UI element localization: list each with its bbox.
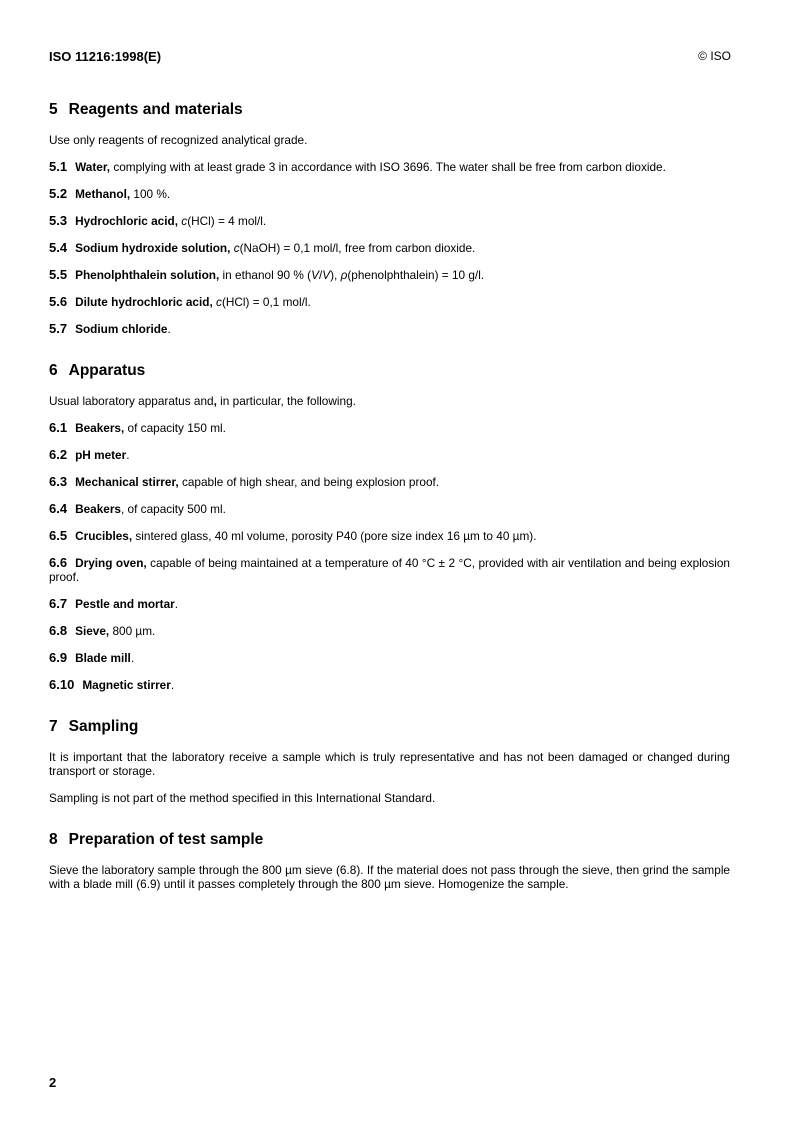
section-heading xyxy=(49,831,730,849)
paragraph: Sieve the laboratory sample through the 800 µm sieve (6.8). If the material does not pass through the sieve, then grind the sample with a blade mill (6.9) until it passes completely through the 800 µm sieve. Homogenize the sample. xyxy=(49,863,730,891)
section-heading xyxy=(49,362,730,380)
clause-text: . xyxy=(167,322,171,336)
clause-number: 6.2 xyxy=(49,447,68,462)
clause-6-7 xyxy=(49,597,730,611)
copyright-notice: © ISO xyxy=(698,49,731,63)
clause-text: . xyxy=(130,651,135,665)
section-number: 6 xyxy=(49,362,58,379)
clause-number: 5.6 xyxy=(49,294,68,309)
clause-6-10 xyxy=(49,678,730,692)
clause-text: of capacity 150 ml. xyxy=(124,421,226,435)
clause-6-1 xyxy=(49,421,730,435)
clause-number: 6.4 xyxy=(49,501,68,516)
clause-text: , of capacity 500 ml. xyxy=(121,502,226,516)
clause-text: capable of being maintained at a temperature of 40 °C ± 2 °C, provided with air ventilation and being explosion proof. xyxy=(49,556,730,584)
clause-6-4 xyxy=(49,502,730,516)
section-title: Apparatus xyxy=(68,362,146,379)
clause-text: 800 µm. xyxy=(109,624,156,638)
clause-6-6 xyxy=(49,556,730,584)
section-title: Reagents and materials xyxy=(68,101,243,118)
section-title: Sampling xyxy=(68,718,139,735)
section-number: 7 xyxy=(49,718,58,735)
clause-number: 5.7 xyxy=(49,321,68,336)
clause-title: Mechanical stirrer, xyxy=(75,475,179,489)
clause-6-3 xyxy=(49,475,730,489)
clause-title: Crucibles, xyxy=(75,529,133,543)
clause-text: c(NaOH) = 0,1 mol/l, free from carbon dioxide. xyxy=(233,241,476,255)
clause-title: Beakers, xyxy=(75,421,125,435)
clause-number: 5.2 xyxy=(49,186,68,201)
clause-title: pH meter xyxy=(75,448,127,462)
clause-title: Sodium hydroxide solution, xyxy=(75,241,231,255)
clause-number: 5.4 xyxy=(49,240,68,255)
clause-5-7 xyxy=(49,322,730,336)
clause-text: in ethanol 90 % (V/V), ρ(phenolphthalein) = 10 g/l. xyxy=(219,268,485,282)
section-number: 5 xyxy=(49,101,58,118)
clause-title: Phenolphthalein solution, xyxy=(75,268,220,282)
clause-text: . xyxy=(170,678,175,692)
clause-number: 6.9 xyxy=(49,650,68,665)
clause-text: c(HCl) = 0,1 mol/l. xyxy=(216,295,311,309)
clause-title: Methanol, xyxy=(75,187,131,201)
standard-designation: ISO 11216:1998(E) xyxy=(49,49,162,64)
clause-number: 6.3 xyxy=(49,474,68,489)
clause-number: 6.5 xyxy=(49,528,68,543)
clause-title: Magnetic stirrer xyxy=(82,678,171,692)
clause-5-1 xyxy=(49,160,730,174)
clause-5-6 xyxy=(49,295,730,309)
section-intro: Usual laboratory apparatus and, in particular, the following. xyxy=(49,394,356,408)
clause-title: Beakers xyxy=(75,502,121,516)
clause-number: 6.6 xyxy=(49,555,68,570)
clause-number: 6.7 xyxy=(49,596,68,611)
clause-text: complying with at least grade 3 in accordance with ISO 3696. The water shall be free from carbon dioxide. xyxy=(110,160,666,174)
clause-6-9 xyxy=(49,651,730,665)
clause-number: 5.5 xyxy=(49,267,68,282)
clause-number: 6.1 xyxy=(49,420,68,435)
clause-title: Pestle and mortar xyxy=(75,597,175,611)
clause-number: 5.1 xyxy=(49,159,68,174)
clause-text: c(HCl) = 4 mol/l. xyxy=(181,214,267,228)
paragraph: Sampling is not part of the method specified in this International Standard. xyxy=(49,791,436,805)
page-number: 2 xyxy=(49,1075,57,1090)
clause-title: Water, xyxy=(75,160,111,174)
clause-5-4 xyxy=(49,241,730,255)
clause-title: Sieve, xyxy=(75,624,110,638)
clause-text: 100 %. xyxy=(130,187,171,201)
document-body xyxy=(49,101,730,917)
clause-6-2 xyxy=(49,448,730,462)
clause-6-5 xyxy=(49,529,730,543)
clause-6-8 xyxy=(49,624,730,638)
clause-5-5 xyxy=(49,268,730,282)
section-number: 8 xyxy=(49,831,58,848)
clause-text: sintered glass, 40 ml volume, porosity P40 (pore size index 16 µm to 40 µm). xyxy=(132,529,537,543)
clause-title: Hydrochloric acid, xyxy=(75,214,179,228)
section-intro: Use only reagents of recognized analytical grade. xyxy=(49,133,308,147)
clause-title: Dilute hydrochloric acid, xyxy=(75,295,213,309)
clause-number: 6.10 xyxy=(49,677,75,692)
clause-title: Drying oven, xyxy=(75,556,147,570)
paragraph: It is important that the laboratory receive a sample which is truly representative and has not been damaged or changed during transport or storage. xyxy=(49,750,730,778)
clause-text: . xyxy=(174,597,179,611)
clause-title: Blade mill xyxy=(75,651,131,665)
clause-5-3 xyxy=(49,214,730,228)
clause-number: 6.8 xyxy=(49,623,68,638)
clause-title: Sodium chloride xyxy=(75,322,168,336)
clause-text: capable of high shear, and being explosion proof. xyxy=(178,475,440,489)
clause-number: 5.3 xyxy=(49,213,68,228)
clause-5-2 xyxy=(49,187,730,201)
clause-text: . xyxy=(126,448,130,462)
section-heading xyxy=(49,718,730,736)
section-heading xyxy=(49,101,730,119)
section-title: Preparation of test sample xyxy=(68,831,264,848)
